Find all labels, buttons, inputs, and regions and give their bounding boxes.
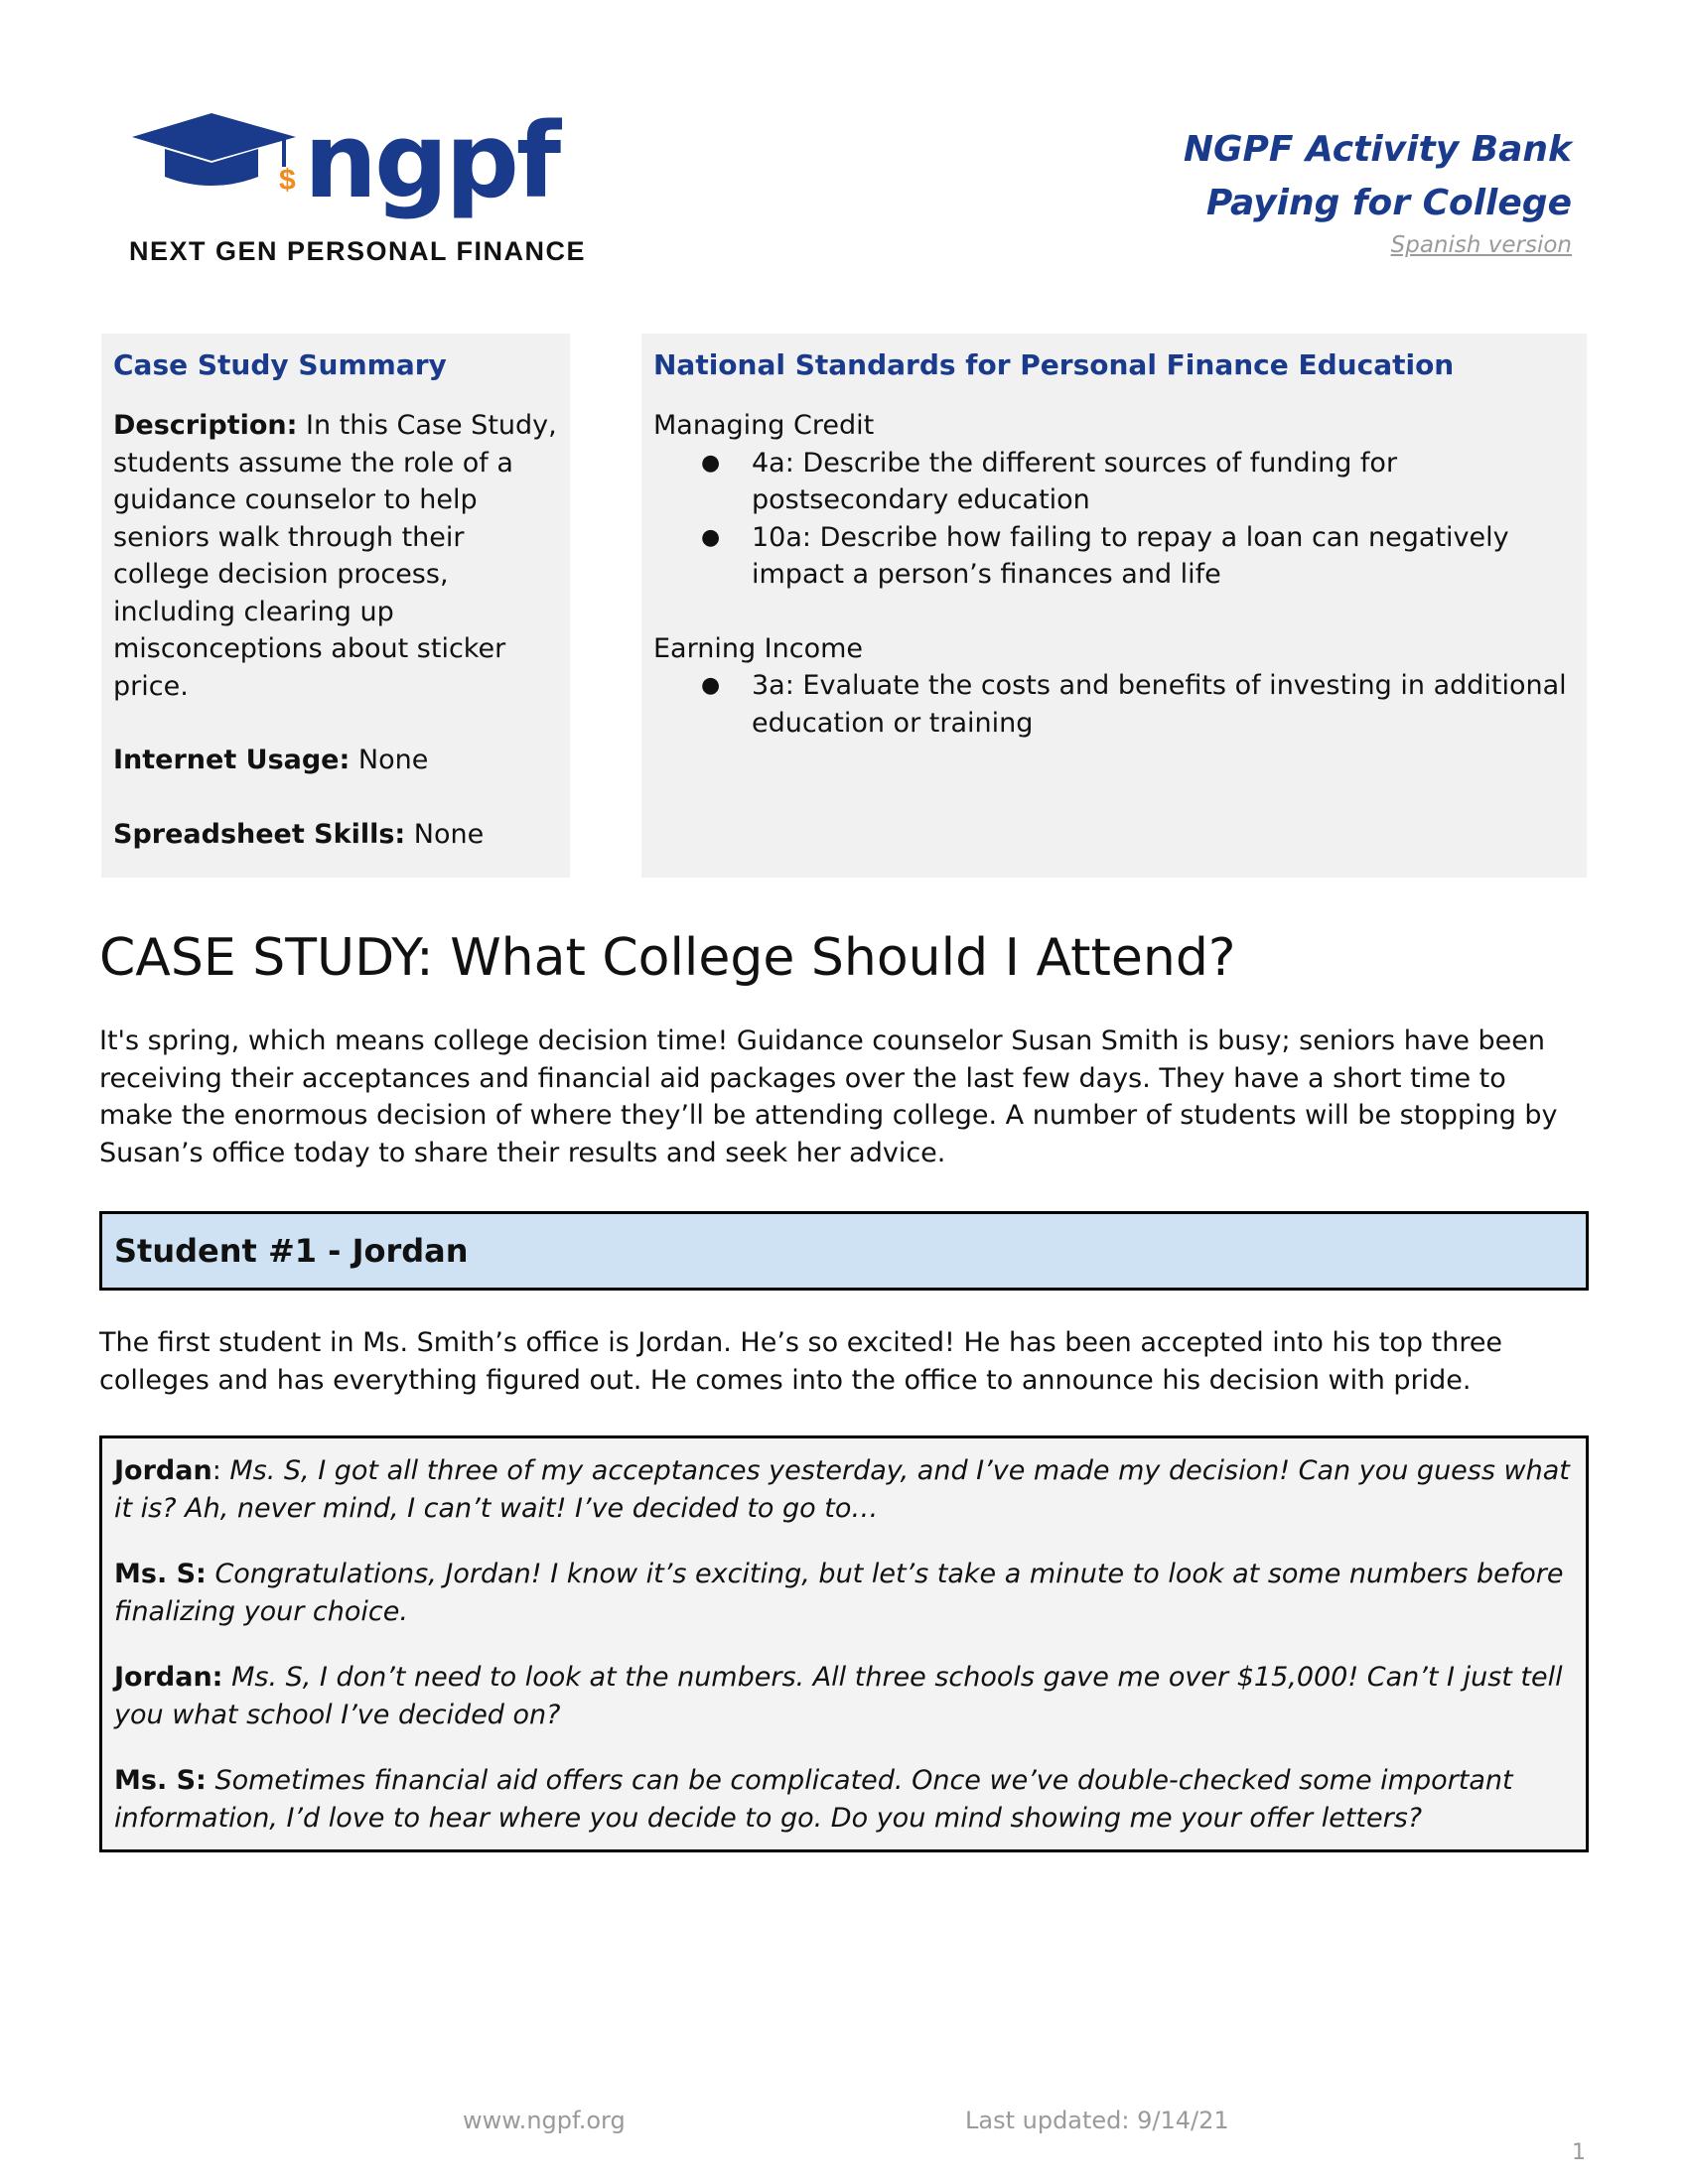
unit-title: Paying for College <box>1205 183 1572 223</box>
standard-item: ● 10a: Describe how failing to repay a loan can negatively impact a person’s finances and life <box>653 519 1575 594</box>
bullet-icon: ● <box>701 450 721 476</box>
student-section-header <box>99 1211 1589 1291</box>
case-study-summary-panel <box>101 334 570 878</box>
activity-bank-title: NGPF Activity Bank <box>1183 129 1572 170</box>
logo-wordmark: ngpf <box>304 100 559 221</box>
summary-description: Description: In this Case Study, students assume the role of a guidance counselor to help seniors walk through their college decision process, including clearing up misconceptions about sticker price. <box>113 410 557 702</box>
activity-bank-header <box>1184 123 1572 258</box>
summary-internet-usage: Internet Usage: None <box>113 745 429 775</box>
standard-item: ● 4a: Describe the different sources of funding for postsecondary education <box>653 445 1575 519</box>
standard-category: Earning Income <box>653 632 864 664</box>
summary-spreadsheet-skills: Spreadsheet Skills: None <box>113 818 485 850</box>
student-header-label: Student #1 - Jordan <box>114 1232 469 1270</box>
standards-title: National Standards for Personal Finance Education <box>653 348 1455 381</box>
national-standards-panel <box>641 334 1587 878</box>
intro-paragraph: It's spring, which means college decision time! Guidance counselor Susan Smith is busy; seniors have been receiving their acceptances and financial aid packages over the last few days. They have a short time to make the enormous decision of where they’ll be attending college. A number of students will be stopping by Susan’s office today to share their results and seek her advice. <box>99 1025 1558 1168</box>
dialogue-line: Jordan: Ms. S, I got all three of my acceptances yesterday, and I’ve made my decision! Can you guess what it is? Ah, never mind, I can’t wait! I’ve decided to go to… <box>114 1455 1570 1524</box>
footer-website: www.ngpf.org <box>463 2107 626 2134</box>
dialogue-line: Ms. S: Sometimes financial aid offers can be complicated. Once we’ve double-checked some important information, I’d love to hear where you decide to go. Do you mind showing me your offer letters? <box>114 1765 1513 1834</box>
svg-text:$: $ <box>279 164 296 197</box>
student-intro-paragraph: The first student in Ms. Smith’s office is Jordan. He’s so excited! He has been accepted into his top three colleges and has everything figured out. He comes into the office to announce his decision with pride. <box>99 1327 1503 1396</box>
dialogue-line: Ms. S: Congratulations, Jordan! I know it’s exciting, but let’s take a minute to look at some numbers before finalizing your choice. <box>114 1559 1564 1627</box>
standard-item: ● 3a: Evaluate the costs and benefits of investing in additional education or training <box>653 667 1575 742</box>
bullet-icon: ● <box>701 673 721 698</box>
case-study-title: CASE STUDY: What College Should I Attend? <box>99 928 1236 988</box>
spanish-version-link[interactable]: Spanish version <box>1390 232 1572 258</box>
logo-tagline: NEXT GEN PERSONAL FINANCE <box>129 236 587 266</box>
summary-title: Case Study Summary <box>113 348 447 381</box>
bullet-icon: ● <box>701 524 721 550</box>
standard-list <box>653 445 1575 594</box>
page-number: 1 <box>1572 2140 1586 2165</box>
standard-category: Managing Credit <box>653 410 875 441</box>
standard-list <box>653 667 1575 742</box>
graduation-cap-icon <box>127 97 594 226</box>
dialogue-box <box>99 1435 1589 1852</box>
footer-last-updated: Last updated: 9/14/21 <box>965 2107 1229 2134</box>
dialogue-line: Jordan: Ms. S, I don’t need to look at the numbers. All three schools gave me over $15,000! Can’t I just tell you what school I’ve decided on? <box>114 1662 1563 1730</box>
